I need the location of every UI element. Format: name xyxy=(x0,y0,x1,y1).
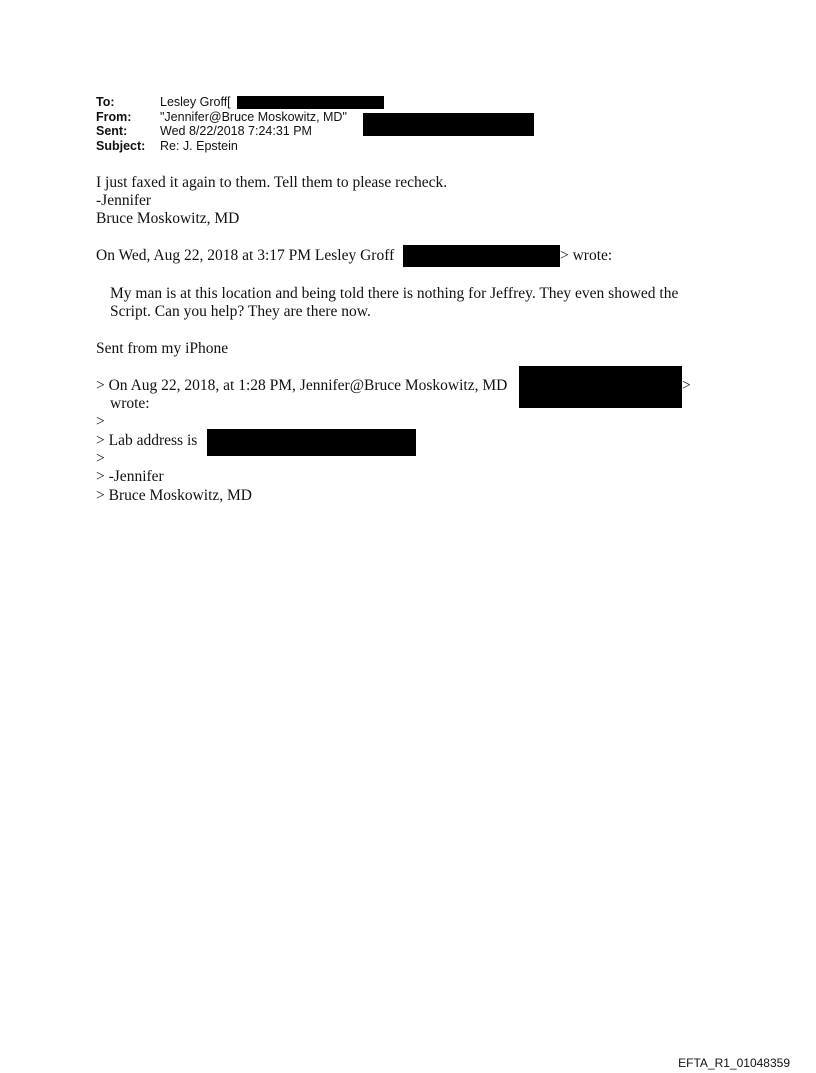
sent-label: Sent: xyxy=(96,124,128,138)
to-label: To: xyxy=(96,95,115,109)
sent-row xyxy=(96,124,347,139)
message-signature-org: Bruce Moskowitz, MD xyxy=(96,210,240,227)
to-value: Lesley Groff[ xyxy=(160,95,231,109)
nested-blank-2: > xyxy=(96,450,105,467)
reply-intro-prefix: On Wed, Aug 22, 2018 at 3:17 PM Lesley Groff xyxy=(96,247,395,264)
sent-value: Wed 8/22/2018 7:24:31 PM xyxy=(160,124,312,138)
message-signature-name: -Jennifer xyxy=(96,192,152,209)
message-line-1: I just faxed it again to them. Tell them to please recheck. xyxy=(96,174,448,191)
redaction-to-email xyxy=(237,96,384,109)
nested-signature-name: > -Jennifer xyxy=(96,468,164,485)
redaction-from-email xyxy=(363,113,534,136)
subject-row xyxy=(96,139,347,154)
subject-value: Re: J. Epstein xyxy=(160,138,238,153)
reply-intro-suffix: > wrote: xyxy=(560,247,613,264)
nested-intro-suffix: > xyxy=(682,377,691,394)
nested-wrote: wrote: xyxy=(110,395,150,412)
from-label: From: xyxy=(96,109,132,124)
document-id: EFTA_R1_01048359 xyxy=(678,1056,790,1070)
redaction-lab-address xyxy=(207,429,416,456)
from-value: "Jennifer@Bruce Moskowitz, MD" xyxy=(160,109,347,124)
redaction-lesley-email xyxy=(403,245,560,267)
quoted-line-1: My man is at this location and being told there is nothing for Jeffrey. They even showed the xyxy=(110,285,679,302)
from-row xyxy=(96,110,347,125)
nested-intro-prefix: > On Aug 22, 2018, at 1:28 PM, Jennifer@Bruce Moskowitz, MD xyxy=(96,377,508,394)
nested-signature-org: > Bruce Moskowitz, MD xyxy=(96,487,252,504)
subject-label: Subject: xyxy=(96,138,146,153)
redaction-jennifer-email xyxy=(519,366,682,408)
sent-from-line: Sent from my iPhone xyxy=(96,340,229,357)
nested-lab-address: > Lab address is xyxy=(96,432,198,449)
quoted-line-2: Script. Can you help? They are there now. xyxy=(110,303,371,320)
nested-blank-1: > xyxy=(96,413,105,430)
